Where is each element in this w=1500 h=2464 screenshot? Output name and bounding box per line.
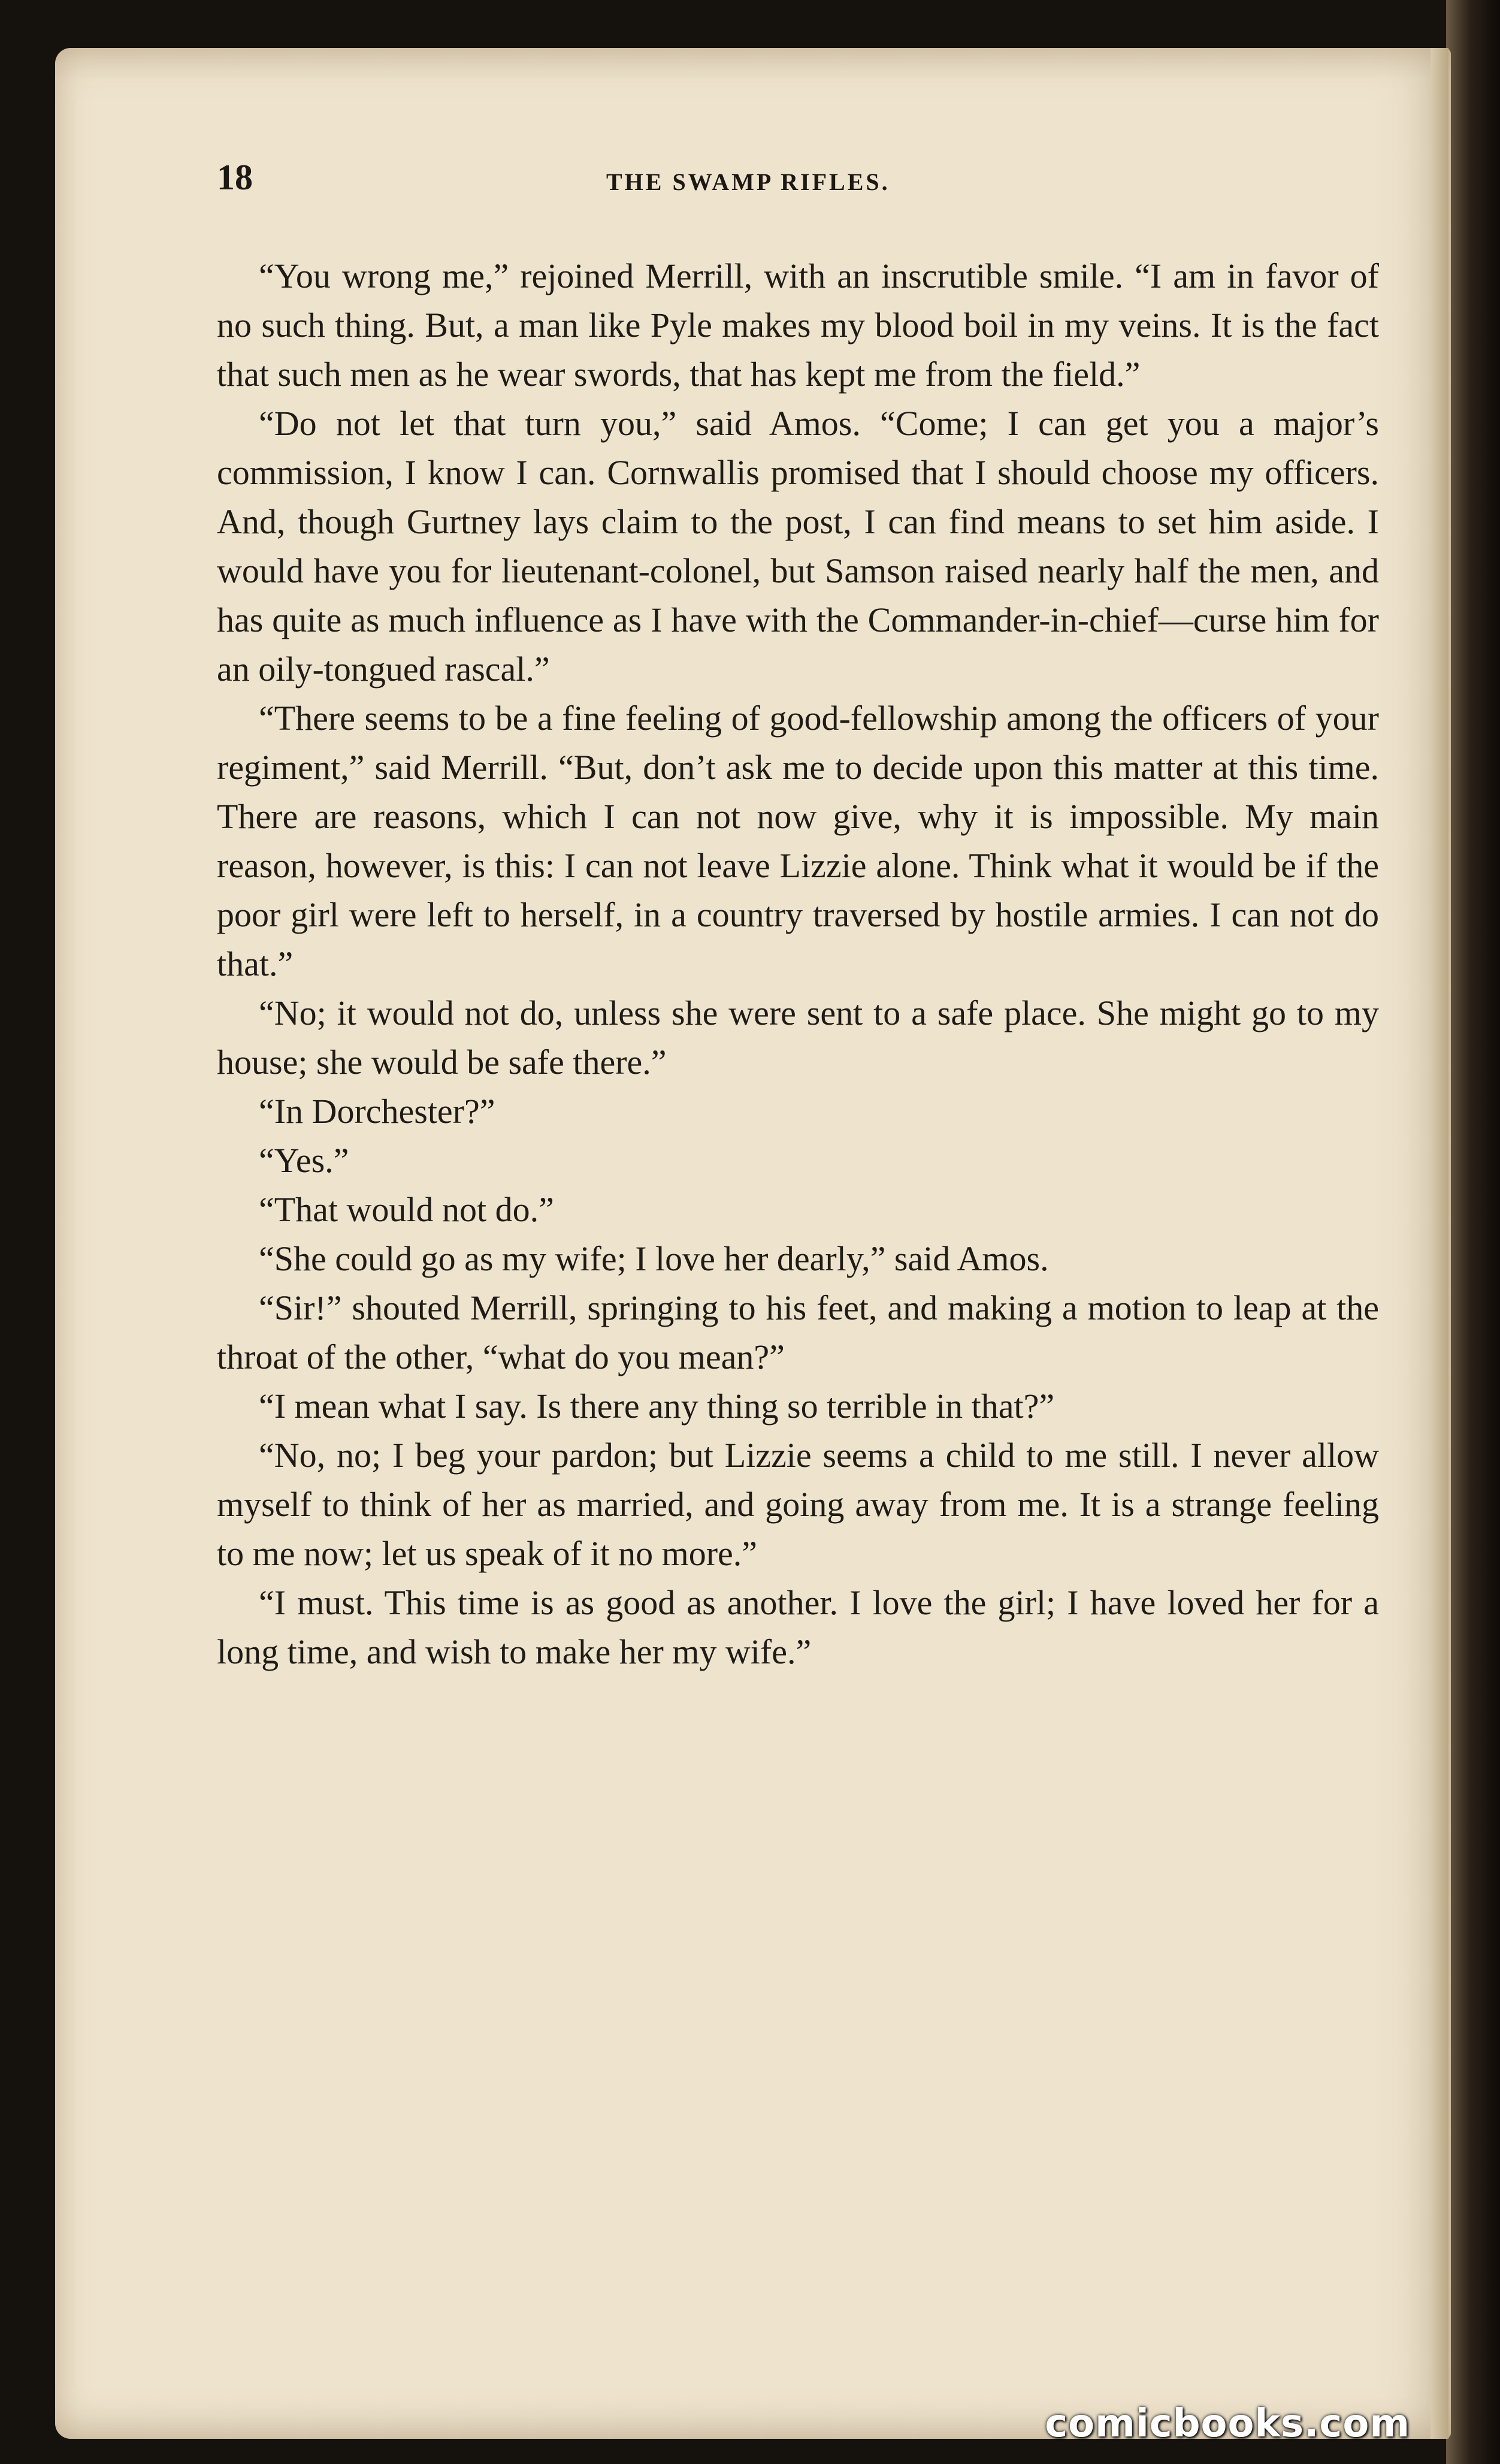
- paragraph: “There seems to be a fine feeling of good-fellowship among the officers of your regiment,” said Merrill. “But, don’t ask me to decide upon this matter at this time. There are reasons, which I can not now give, why it is impossible. My main reason, however, is this: I can not leave Lizzie alone. Think what it would be if the poor girl were left to herself, in a country traversed by hostile armies. I can not do that.”: [217, 699, 1379, 983]
- paragraph: “That would not do.”: [259, 1190, 554, 1229]
- paragraph: “She could go as my wife; I love her dearly,” said Amos.: [259, 1239, 1049, 1278]
- paragraph: “You wrong me,” rejoined Merrill, with an inscrutible smile. “I am in favor of no such thing. But, a man like Pyle makes my blood boil in my veins. It is the fact that such men as he wear swords, that has kept me from the field.”: [217, 256, 1379, 394]
- paragraph: “No; it would not do, unless she were sent to a safe place. She might go to my house; she would be safe there.”: [217, 994, 1379, 1082]
- paragraph: “Do not let that turn you,” said Amos. “Come; I can get you a major’s commission, I know I can. Cornwallis promised that I should choose my officers. And, though Gurtney lays claim to the post, I can find means to set him aside. I would have you for lieutenant-colonel, but Samson raised nearly half the men, and has quite as much influence as I have with the Commander-in-chief—curse him for an oily-tongued rascal.”: [217, 404, 1379, 689]
- body-text: [217, 252, 1379, 1677]
- paragraph: “No, no; I beg your pardon; but Lizzie seems a child to me still. I never allow myself to think of her as married, and going away from me. It is a strange feeling to me now; let us speak of it no more.”: [217, 1436, 1379, 1573]
- paragraph: “Sir!” shouted Merrill, springing to his feet, and making a motion to leap at the throat of the other, “what do you mean?”: [217, 1288, 1379, 1376]
- book-spine-shadow: [1446, 0, 1500, 2464]
- page-number: 18: [217, 158, 253, 197]
- page-header: [217, 157, 1379, 211]
- paragraph: “I must. This time is as good as another. I love the girl; I have loved her for a long time, and wish to make her my wife.”: [217, 1583, 1379, 1671]
- paragraph: “I mean what I say. Is there any thing so terrible in that?”: [259, 1387, 1055, 1426]
- running-title: THE SWAMP RIFLES.: [606, 168, 890, 195]
- paragraph: “Yes.”: [259, 1141, 349, 1180]
- site-watermark: comicbooks.com: [1045, 2402, 1410, 2446]
- paragraph: “In Dorchester?”: [259, 1092, 495, 1131]
- page-edge: [1431, 48, 1448, 2439]
